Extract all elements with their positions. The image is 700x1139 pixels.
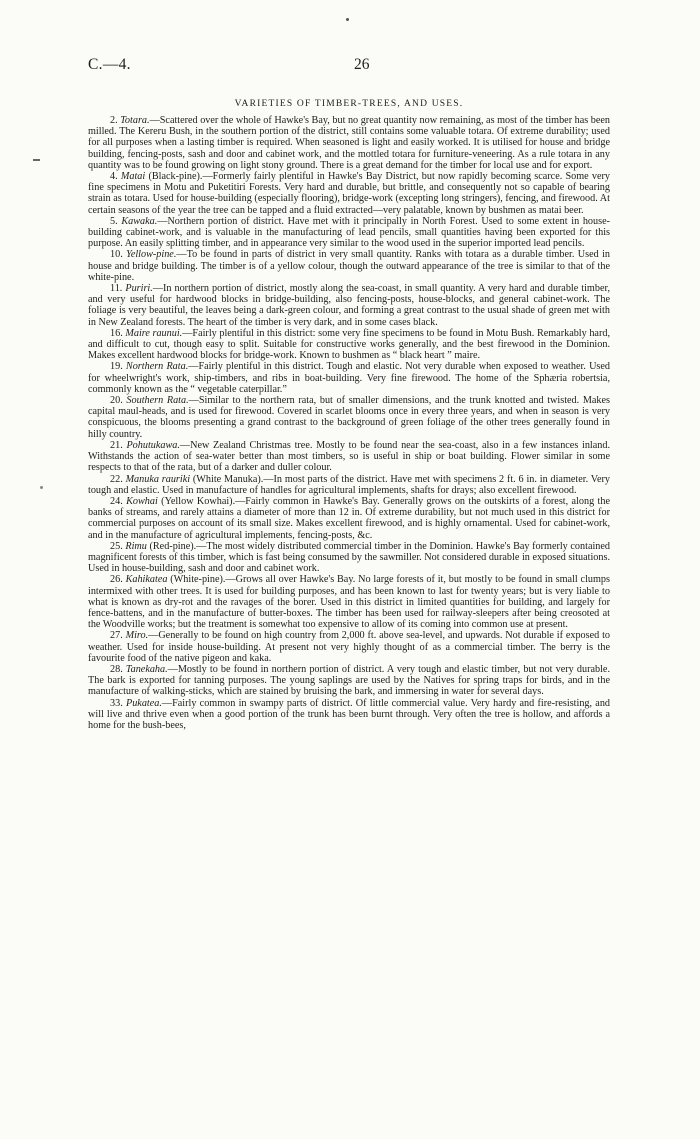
document-id: C.—4. bbox=[88, 56, 131, 73]
entry-number: 25. bbox=[110, 540, 123, 552]
entry-paragraph bbox=[88, 630, 610, 664]
entry-number: 28. bbox=[110, 663, 123, 675]
entry-paragraph bbox=[88, 328, 610, 362]
page-header bbox=[88, 56, 610, 76]
entry-paragraph bbox=[88, 249, 610, 283]
entry-paragraph bbox=[88, 698, 610, 732]
entry-text: —Northern portion of district. Have met with it principally in North Forest. Used to some extent in house-building cabinet-work, and is valuable in the manufacturing of lead pencils, small quantities having been exported for this purpose. An easily splitting timber, and in appearance very similar to the wood used in the superior imported lead pencils. bbox=[88, 215, 610, 250]
entry-text: —Similar to the northern rata, but of smaller dimensions, and the trunk knotted and twisted. Makes capital maul-heads, and is used for firewood. Covered in scarlet blooms once in every three years, and when in season is very conspicuous, the blooms presenting a grand contrast to the background of green foliage of the other trees generally found in hilly country. bbox=[88, 395, 611, 440]
entry-text: (Black-pine).—Formerly fairly plentiful in Hawke's Bay District, but now rapidly becoming scarce. Some very fine specimens in Motu and Puketitiri Forests. Very hard and durable, but brittle, and consequently not so capable of bearing strain as totara. Used for house-building (especially flooring), bridge-work (excepting long stringers), fencing, and firewood. At certain seasons of the year the tree can be tapped and a fluid extracted—very palatable, known by bushmen as matai beer. bbox=[88, 171, 611, 216]
entry-text: (Yellow Kowhai).—Fairly common in Hawke's Bay. Generally grows on the outskirts of a forest, along the banks of streams, and rarely attains a diameter of more than 12 in. Of extreme durability, but not much used in this district for commercial purposes on account of its small size. Makes excellent firewood, and is highly ornamental. Used for cabinet-work, and in the manufacture of agricultural implements, fencing-posts, &c. bbox=[88, 495, 610, 541]
entry-text: —Mostly to be found in northern portion of district. A very tough and elastic timber, but not very durable. The bark is exported for tanning purposes. The young saplings are used by the Natives for spring traps for birds, and in the manufacture of walking-sticks, which are stained by bruising the bark, and immersing in water for several days. bbox=[88, 663, 610, 698]
entry-number: 2. bbox=[110, 115, 118, 126]
entry-number: 20. bbox=[110, 395, 123, 407]
entry-paragraph bbox=[88, 171, 610, 216]
species-name: Pohutukawa. bbox=[126, 439, 180, 451]
entry-paragraph bbox=[88, 440, 610, 474]
entry-number: 4. bbox=[110, 171, 118, 183]
entry-text: (Red-pine).—The most widely distributed commercial timber in the Dominion. Hawke's Bay formerly contained magnificent forests of this timber, which is fast being consumed by the sawmiller. Not considered durable in exposed situations. Used in house-building, sash and door and cabinet work. bbox=[88, 540, 611, 575]
entry-number: 5. bbox=[110, 215, 118, 227]
entry-number: 10. bbox=[110, 249, 123, 261]
species-name: Kawaka. bbox=[121, 215, 158, 227]
entry-text: —In northern portion of district, mostly along the sea-coast, in small quantity. A very hard and durable timber, and very useful for hardwood blocks in bridge-building, also fencing-posts, house-blocks, and general cabinet-work. The foliage is very beautiful, the leaves being a dark-green colour, and forming a great contrast to the usual shade of green met with in New Zealand forests. The heart of the timber is very dark, and in some cases black. bbox=[88, 283, 610, 328]
entry-number: 27. bbox=[110, 630, 123, 642]
entry-paragraph bbox=[88, 395, 610, 440]
entry-number: 33. bbox=[110, 697, 123, 709]
entry-text: —Fairly plentiful in this district: some very fine specimens to be found in Motu Bush. Remarkably hard, and difficult to cut, though easy to split. Suitable for constructive works generally, and the best firewood in the Dominion. Makes excellent hardwood blocks for bridge-work. Known to bushmen as “ black heart ” maire. bbox=[88, 327, 610, 362]
entry-paragraph bbox=[88, 574, 610, 630]
entry-text: (White-pine).—Grows all over Hawke's Bay. No large forests of it, but mostly to be found in small clumps intermixed with other trees. It is used for building purposes, and has been known to last for twenty years; but is very liable to what is known as dry-rot and the ravages of the borer. Used in this district in limited quantities for building, and largely for fence-battens, and in the manufacture of butter-boxes. The timber has been used for railway-sleepers after being creosoted at the Woodville works; but the treatment is somewhat too expensive to allow of its coming into common use at present. bbox=[88, 574, 610, 631]
margin-dot-mark bbox=[40, 486, 43, 489]
species-name: Kowhai bbox=[126, 495, 158, 507]
entry-number: 21. bbox=[110, 439, 123, 451]
entry-number: 24. bbox=[110, 495, 123, 507]
species-name: Tanekaha. bbox=[125, 663, 168, 675]
species-name: Pukatea. bbox=[125, 697, 162, 709]
species-name: Manuka rauriki bbox=[125, 473, 191, 485]
species-name: Southern Rata. bbox=[126, 395, 189, 407]
species-name: Kahikatea bbox=[125, 574, 168, 586]
species-name: Rimu bbox=[125, 540, 147, 552]
entry-paragraph bbox=[88, 541, 610, 575]
species-name: Totara. bbox=[120, 115, 150, 126]
page-number: 26 bbox=[354, 56, 370, 73]
species-name: Yellow-pine. bbox=[126, 249, 177, 261]
printer-dot-mark bbox=[346, 18, 349, 21]
entry-text: (White Manuka).—In most parts of the district. Have met with specimens 2 ft. 6 in. in diameter. Very tough and elastic. Used in manufacture of handles for agricultural implements, shafts for drays; also excellent firewood. bbox=[88, 473, 610, 496]
entry-number: 19. bbox=[110, 361, 123, 373]
species-name: Puriri. bbox=[125, 283, 153, 295]
entry-paragraph bbox=[88, 216, 610, 250]
section-title: VARIETIES OF TIMBER-TREES, AND USES. bbox=[234, 99, 464, 109]
document-body bbox=[88, 115, 610, 731]
entry-number: 22. bbox=[110, 473, 123, 485]
entry-paragraph bbox=[88, 283, 610, 328]
entry-number: 16. bbox=[110, 327, 123, 339]
species-name: Miro. bbox=[125, 630, 149, 642]
entry-text: —Fairly common in swampy parts of district. Of little commercial value. Very hardy and fire-resisting, and will live and thrive even when a good portion of the trunk has been burnt through. Very often the tree is hollow, and affords a home for the bush-bees, bbox=[88, 697, 611, 731]
entry-number: 26. bbox=[110, 574, 123, 586]
entry-paragraph bbox=[88, 361, 610, 395]
entry-paragraph bbox=[88, 496, 610, 541]
entry-text: —Generally to be found on high country from 2,000 ft. above sea-level, and upwards. Not durable if exposed to weather. Used for inside house-building. At present not very highly thought of as a commercial timber. The berry is the favourite food of the native pigeon and kaka. bbox=[88, 630, 610, 664]
entry-text: —Fairly plentiful in this district. Tough and elastic. Not very durable when exposed to weather. Used for wheelwright's work, ship-timbers, and ribs in boat-building. Very fine firewood. The home of the Sphæria robertsia, commonly known as the “ vegetable caterpillar.” bbox=[88, 361, 611, 395]
entry-text: —New Zealand Christmas tree. Mostly to be found near the sea-coast, also in a few instances inland. Withstands the action of sea-water better than most timbers, so is useful in ship or boat building. Flower similar in some respects to that of the rata, but of a darker and duller colour. bbox=[88, 439, 611, 474]
entry-paragraph bbox=[88, 115, 610, 171]
entry-text: —Scattered over the whole of Hawke's Bay, but no great quantity now remaining, as most of the timber has been milled. The Kereru Bush, in the southern portion of the district, still contains some valuable totara. Of extreme durability; used for all purposes when a lasting timber is required. When seasoned is light and easily worked. It is utilised for house and bridge building, fencing-posts, sash and door and cabinet work, and the mottled totara for furniture-veneering. As a rule totara in any quantity was to be found growing on light stony ground. There is a great demand for the timber for local use and for export. bbox=[88, 115, 611, 171]
entry-text: —To be found in parts of district in very small quantity. Ranks with totara as a durable timber. Used in house and bridge building. The timber is of a yellow colour, though the outward appearance of the tree is similar to that of the white-pine. bbox=[88, 249, 610, 283]
margin-mark bbox=[33, 159, 40, 161]
species-name: Matai bbox=[120, 171, 146, 183]
species-name: Northern Rata. bbox=[125, 361, 189, 373]
entry-paragraph bbox=[88, 664, 610, 698]
entry-paragraph bbox=[88, 474, 610, 496]
species-name: Maire raunui. bbox=[125, 327, 183, 339]
entry-number: 11. bbox=[110, 283, 123, 295]
